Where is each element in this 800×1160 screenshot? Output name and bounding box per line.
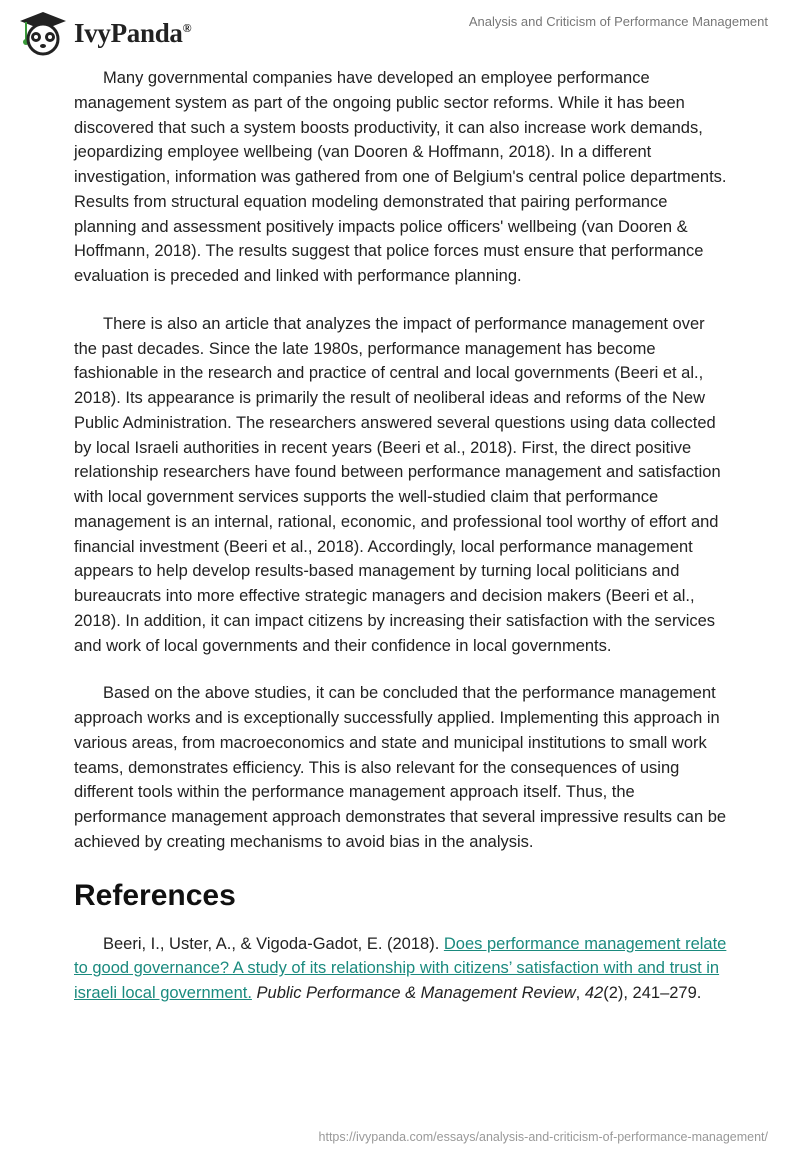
reference-separator: ,	[575, 984, 585, 1002]
reference-journal: Public Performance & Management Review	[256, 984, 576, 1002]
reference-item	[74, 932, 728, 1006]
reference-issue-pages: (2), 241–279.	[603, 984, 702, 1002]
reference-link[interactable]: Does performance management relate to good governance? A study of its relationship with citizens’ satisfaction with and trust in israeli local government.	[74, 934, 727, 1002]
reference-authors: Beeri, I., Uster, A., & Vigoda-Gadot, E. (2018).	[103, 934, 444, 953]
reference-volume: 42	[584, 984, 604, 1002]
brand-name: IvyPanda	[74, 17, 183, 48]
brand-logo[interactable]	[18, 10, 191, 56]
references-heading: References	[74, 878, 236, 912]
source-url: https://ivypanda.com/essays/analysis-and-criticism-of-performance-management/	[318, 1130, 768, 1144]
panda-graduation-icon	[18, 10, 68, 56]
paragraph: Based on the above studies, it can be concluded that the performance management approach works and is exceptionally successfully applied. Implementing this approach in various areas, from macroeconomics and state and municipal institutions to small work teams, demonstrates efficiency. This is also relevant for the consequences of using different tools within the performance management approach itself. Thus, the performance management approach demonstrates that several impressive results can be achieved by creating mechanisms to avoid bias in the analysis.	[74, 684, 727, 851]
paragraph: There is also an article that analyzes the impact of performance management over the past decades. Since the late 1980s, performance management has become fashionable in the research and practice of central and local governments (Beeri et al., 2018). Its appearance is primarily the result of neoliberal ideas and reforms of the New Public Administration. The researchers answered several questions using data collected by local Israeli authorities in recent years (Beeri et al., 2018). First, the direct positive relationship researchers have found between performance management and satisfaction with local government services supports the well-studied claim that performance management is an internal, rational, economic, and professional tool worthy of effort and financial investment (Beeri et al., 2018). Accordingly, local performance management appears to help develop results-based management by turning local politicians and bureaucrats into more effective strategic managers and decision makers (Beeri et al., 2018). In addition, it can impact citizens by increasing their satisfaction with the services and work of local governments and their confidence in local governments.	[74, 314, 721, 655]
paragraph: Many governmental companies have developed an employee performance management system as part of the ongoing public sector reforms. While it has been discovered that such a system boosts productivity, it can also increase work demands, jeopardizing employee wellbeing (van Dooren & Hoffmann, 2018). In a different investigation, information was gathered from one of Belgium's central police departments. Results from structural equation modeling demonstrated that pairing performance planning and assessment positively impacts police officers' wellbeing (van Dooren & Hoffmann, 2018). The results suggest that police forces must ensure that performance evaluation is preceded and linked with performance planning.	[74, 69, 727, 285]
registered-mark: ®	[182, 20, 192, 35]
essay-body	[74, 66, 728, 1029]
document-title: Analysis and Criticism of Performance Management	[468, 14, 768, 29]
